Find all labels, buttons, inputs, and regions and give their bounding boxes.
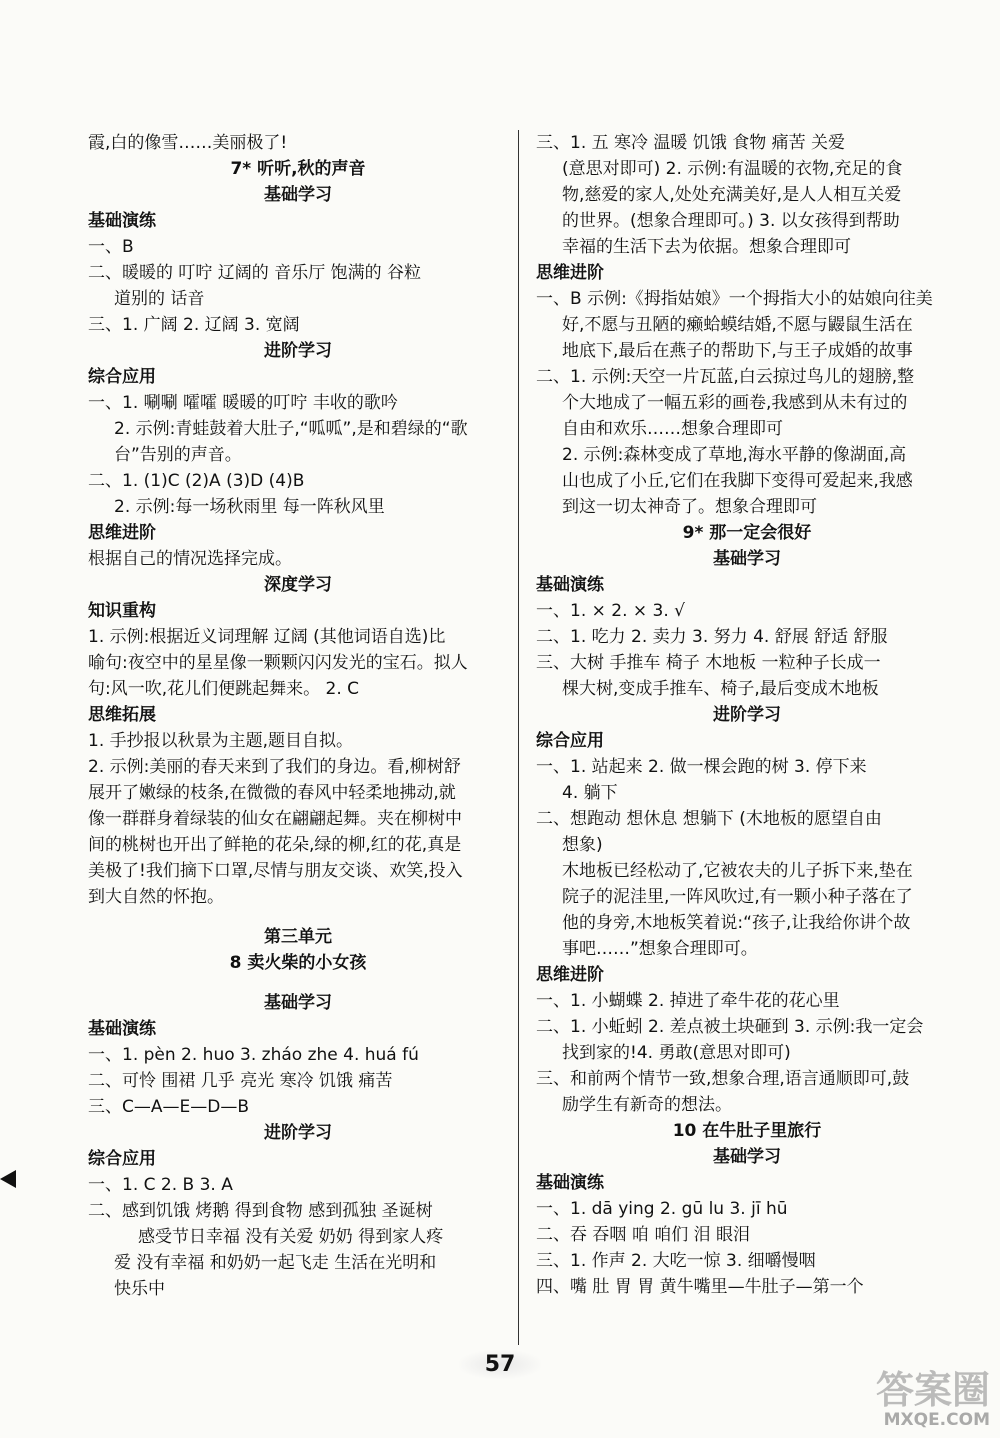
left-line: 感受节日幸福 没有关爱 奶奶 得到家人疼 (138, 1227, 444, 1247)
left-line: 到大自然的怀抱。 (88, 887, 224, 907)
left-line: 二、1. (1)C (2)A (3)D (4)B (88, 471, 305, 491)
left-line: 综合应用 (88, 1149, 156, 1169)
right-line: 2. 示例:森林变成了草地,海水平静的像湖面,高 (562, 445, 907, 465)
right-line: 四、嘴 肚 胃 胃 黄牛嘴里—牛肚子—第一个 (536, 1277, 864, 1297)
right-column (536, 130, 958, 1300)
right-line: 三、大树 手推车 椅子 木地板 一粒种子长成一 (536, 653, 881, 673)
right-line: 4. 躺下 (562, 783, 618, 803)
right-line: 物,慈爱的家人,处处充满美好,是人人相互关爱 (562, 185, 902, 205)
left-line: 7* 听听,秋的声音 (230, 159, 366, 179)
right-line: 二、1. 吃力 2. 卖力 3. 努力 4. 舒展 舒适 舒服 (536, 627, 888, 647)
right-line: 山也成了小丘,它们在我脚下变得可爱起来,我感 (562, 471, 913, 491)
right-line: (意思对即可) 2. 示例:有温暖的衣物,充足的食 (562, 159, 903, 179)
right-line: 院子的泥洼里,一阵风吹过,有一颗小种子落在了 (562, 887, 913, 907)
right-line: 9* 那一定会很好 (682, 523, 812, 543)
right-line: 10 在牛肚子里旅行 (672, 1121, 822, 1141)
right-line: 基础学习 (713, 1147, 781, 1167)
left-line: 一、1. 唰唰 嚯嚯 暖暖的叮咛 丰收的歌吟 (88, 393, 398, 413)
left-line: 展开了嫩绿的枝条,在微微的春风中轻柔地拂动,就 (88, 783, 456, 803)
left-line: 一、1. pèn 2. huo 3. zháo zhe 4. huá fú (88, 1045, 419, 1065)
right-line: 二、吞 吞咽 咱 咱们 泪 眼泪 (536, 1225, 751, 1245)
watermark-sub: MXQE.COM (883, 1410, 990, 1430)
left-line: 思维拓展 (88, 705, 156, 725)
left-line: 台”告别的声音。 (114, 445, 242, 465)
right-line: 地底下,最后在燕子的帮助下,与王子成婚的故事 (562, 341, 913, 361)
left-line: 深度学习 (264, 575, 332, 595)
right-line: 励学生有新奇的想法。 (562, 1095, 732, 1115)
left-line: 一、1. C 2. B 3. A (88, 1175, 233, 1195)
right-line: 进阶学习 (713, 705, 781, 725)
left-line: 二、可怜 围裙 几乎 亮光 寒冷 饥饿 痛苦 (88, 1071, 393, 1091)
left-line: 基础演练 (88, 211, 156, 231)
left-line: 2. 示例:美丽的春天来到了我们的身边。看,柳树舒 (88, 757, 461, 777)
left-line: 像一群群身着绿装的仙女在翩翩起舞。夹在柳树中 (88, 809, 462, 829)
right-line: 自由和欢乐……想象合理即可 (562, 419, 783, 439)
watermark-main: 答案圈 (875, 1368, 990, 1412)
left-line: 根据自己的情况选择完成。 (88, 549, 292, 569)
left-line: 喻句:夜空中的星星像一颗颗闪闪发光的宝石。拟人 (88, 653, 468, 673)
left-line (88, 910, 508, 924)
left-line: 二、暖暖的 叮咛 辽阔的 音乐厅 饱满的 谷粒 (88, 263, 422, 283)
left-column (88, 130, 508, 1302)
right-line: 幸福的生活下去为依据。想象合理即可 (562, 237, 851, 257)
column-divider (518, 130, 519, 1345)
right-line: 一、1. 站起来 2. 做一棵会跑的树 3. 停下来 (536, 757, 867, 777)
left-line: 道别的 话音 (114, 289, 205, 309)
right-line: 思维进阶 (536, 263, 604, 283)
right-line: 好,不愿与丑陋的癞蛤蟆结婚,不愿与鼹鼠生活在 (562, 315, 913, 335)
right-line: 木地板已经松动了,它被农夫的儿子拆下来,垫在 (562, 861, 913, 881)
left-line: 间的桃树也开出了鲜艳的花朵,绿的柳,红的花,真是 (88, 835, 462, 855)
right-line: 三、和前两个情节一致,想象合理,语言通顺即可,鼓 (536, 1069, 910, 1089)
left-line: 2. 示例:每一场秋雨里 每一阵秋风里 (114, 497, 385, 517)
right-line: 基础演练 (536, 575, 604, 595)
left-line: 基础学习 (264, 993, 332, 1013)
left-line: 美极了!我们摘下口罩,尽情与朋友交谈、欢笑,投入 (88, 861, 463, 881)
left-line: 第三单元 (264, 927, 332, 947)
left-line: 快乐中 (114, 1279, 165, 1299)
right-line: 一、B 示例:《拇指姑娘》一个拇指大小的姑娘向往美 (536, 289, 933, 309)
right-line: 到这一切太神奇了。想象合理即可 (562, 497, 817, 517)
right-line: 个大地成了一幅五彩的画卷,我感到从未有过的 (562, 393, 908, 413)
right-line: 综合应用 (536, 731, 604, 751)
right-line: 的世界。(想象合理即可。) 3. 以女孩得到帮助 (562, 211, 900, 231)
left-line: 知识重构 (88, 601, 156, 621)
left-line: 基础演练 (88, 1019, 156, 1039)
right-line: 他的身旁,木地板笑着说:“孩子,让我给你讲个故 (562, 913, 911, 933)
right-line: 找到家的!4. 勇敢(意思对即可) (562, 1043, 791, 1063)
left-line: 思维进阶 (88, 523, 156, 543)
right-line: 二、1. 示例:天空一片瓦蓝,白云掠过鸟儿的翅膀,整 (536, 367, 915, 387)
left-line: 1. 手抄报以秋景为主题,题目自拟。 (88, 731, 354, 751)
left-line: 三、1. 广阔 2. 辽阔 3. 宽阔 (88, 315, 300, 335)
left-line: 爱 没有幸福 和奶奶一起飞走 生活在光明和 (114, 1253, 437, 1273)
left-line: 综合应用 (88, 367, 156, 387)
page-number: 57 (459, 1350, 542, 1379)
right-line: 棵大树,变成手推车、椅子,最后变成木地板 (562, 679, 879, 699)
left-line: 1. 示例:根据近义词理解 辽阔 (其他词语自选)比 (88, 627, 446, 647)
left-line (88, 976, 508, 990)
left-line: 进阶学习 (264, 1123, 332, 1143)
left-line: 一、B (88, 237, 134, 257)
right-line: 思维进阶 (536, 965, 604, 985)
right-line: 基础演练 (536, 1173, 604, 1193)
left-line: 进阶学习 (264, 341, 332, 361)
left-line: 基础学习 (264, 185, 332, 205)
left-line: 三、C—A—E—D—B (88, 1097, 249, 1117)
right-line: 想象) (562, 835, 603, 855)
page-number-wrap (0, 1350, 1000, 1379)
left-line: 8 卖火柴的小女孩 (229, 953, 367, 973)
watermark-logo (876, 1370, 990, 1430)
right-line: 一、1. dā ying 2. gū lu 3. jī hū (536, 1199, 788, 1219)
right-line: 二、1. 小蚯蚓 2. 差点被土块砸到 3. 示例:我一定会 (536, 1017, 924, 1037)
left-arrow-icon (0, 1170, 16, 1188)
left-line: 2. 示例:青蛙鼓着大肚子,“呱呱”,是和碧绿的“歌 (114, 419, 468, 439)
left-line: 霞,白的像雪……美丽极了! (88, 133, 288, 153)
right-line: 基础学习 (713, 549, 781, 569)
right-line: 二、想跑动 想休息 想躺下 (木地板的愿望自由 (536, 809, 882, 829)
left-line: 二、感到饥饿 烤鹅 得到食物 感到孤独 圣诞树 (88, 1201, 433, 1221)
right-line: 三、1. 作声 2. 大吃一惊 3. 细嚼慢咽 (536, 1251, 816, 1271)
right-line: 三、1. 五 寒冷 温暖 饥饿 食物 痛苦 关爱 (536, 133, 846, 153)
right-line: 一、1. 小蝴蝶 2. 掉进了牵牛花的花心里 (536, 991, 840, 1011)
left-line: 句:风一吹,花儿们便跳起舞来。 2. C (88, 679, 360, 699)
right-line: 事吧……”想象合理即可。 (562, 939, 758, 959)
right-line: 一、1. × 2. × 3. √ (536, 601, 685, 621)
